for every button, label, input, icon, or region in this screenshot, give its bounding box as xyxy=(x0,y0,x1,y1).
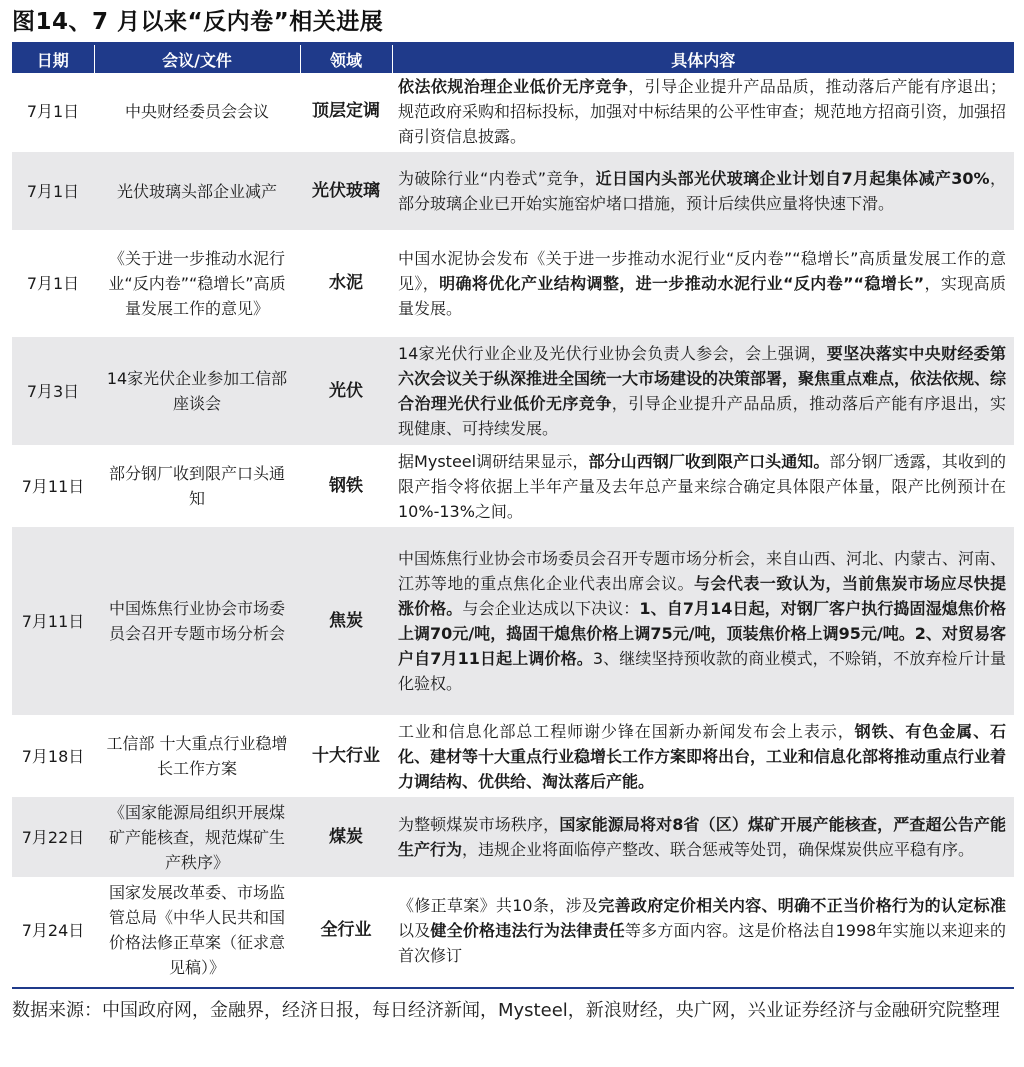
field-cell: 钢铁 xyxy=(300,446,392,526)
content-emphasis: 依法依规治理企业低价无序竞争 xyxy=(398,77,629,96)
content-text: 与会企业达成以下决议： xyxy=(462,599,640,618)
content-cell xyxy=(392,336,1014,446)
date-cell: 7月3日 xyxy=(12,336,94,446)
content-emphasis: 完善政府定价相关内容、明确不正当价格行为的认定标准 xyxy=(598,895,1006,915)
progress-table xyxy=(12,45,1014,983)
content-text: ，部分玻璃企业已开始实施窑炉堵口措施，预计后续供应量将快速下滑。 xyxy=(398,169,1006,213)
field-cell: 光伏玻璃 xyxy=(300,151,392,231)
meeting-cell: 光伏玻璃头部企业减产 xyxy=(94,151,300,231)
table-row xyxy=(12,526,1014,716)
date-cell: 7月1日 xyxy=(12,73,94,151)
content-text: 《修正草案》共10条，涉及 xyxy=(398,895,599,915)
content-emphasis: 1、自7月14日起，对钢厂客户执行捣固湿熄焦价格上调70元/吨，捣固干熄焦价格上调75元/吨，顶装焦价格上调95元/吨。2、对贸易客户自7月11日起上调价格。 xyxy=(398,599,1006,668)
table-row xyxy=(12,878,1014,982)
content-cell xyxy=(392,716,1014,796)
content-emphasis: 明确将优化产业结构调整，进一步推动水泥行业“反内卷”“稳增长” xyxy=(439,274,925,293)
content-cell xyxy=(392,446,1014,526)
table-row xyxy=(12,231,1014,336)
column-header-field: 领域 xyxy=(300,45,392,73)
content-text: ，违规企业将面临停产整改、联合惩戒等处罚，确保煤炭供应平稳有序。 xyxy=(462,840,975,859)
content-text: ，引导企业提升产品品质，推动落后产能有序退出，实现健康、可持续发展。 xyxy=(398,394,1006,438)
meeting-cell: 国家发展改革委、市场监管总局《中华人民共和国价格法修正草案（征求意见稿）》 xyxy=(94,878,300,982)
content-cell xyxy=(392,878,1014,982)
field-cell: 全行业 xyxy=(300,878,392,982)
date-cell: 7月18日 xyxy=(12,716,94,796)
content-cell xyxy=(392,231,1014,336)
meeting-cell: 《国家能源局组织开展煤矿产能核查，规范煤矿生产秩序》 xyxy=(94,796,300,878)
table-header-row xyxy=(12,45,1014,73)
content-text: ，实现高质量发展。 xyxy=(398,274,1006,318)
date-cell: 7月11日 xyxy=(12,526,94,716)
content-emphasis: 近日国内头部光伏玻璃企业计划自7月起集体减产30% xyxy=(595,169,990,188)
content-cell xyxy=(392,151,1014,231)
content-text: 为破除行业“内卷式”竞争， xyxy=(398,169,596,188)
field-cell: 水泥 xyxy=(300,231,392,336)
figure-title: 图14、7 月以来“反内卷”相关进展 xyxy=(12,9,384,35)
column-header-content: 具体内容 xyxy=(392,45,1014,73)
table-body xyxy=(12,73,1014,982)
date-cell: 7月24日 xyxy=(12,878,94,982)
content-cell xyxy=(392,796,1014,878)
source-divider xyxy=(12,987,1014,989)
date-cell: 7月1日 xyxy=(12,231,94,336)
content-text: 为整顿煤炭市场秩序， xyxy=(398,815,560,834)
content-emphasis: 钢铁、有色金属、石化、建材等十大重点行业稳增长工作方案即将出台，工业和信息化部将推动重点行业着力调结构、优供给、淘汰落后产能。 xyxy=(398,721,1007,791)
content-text: 14家光伏行业企业及光伏行业协会负责人参会，会上强调， xyxy=(398,344,827,363)
content-text: 工业和信息化部总工程师谢少锋在国新办新闻发布会上表示， xyxy=(398,721,855,741)
field-cell: 光伏 xyxy=(300,336,392,446)
content-text: 中国炼焦行业协会市场委员会召开专题市场分析会，来自山西、河北、内蒙古、河南、江苏等地的重点焦化企业代表出席会议。 xyxy=(398,549,1007,593)
meeting-cell: 中国炼焦行业协会市场委员会召开专题市场分析会 xyxy=(94,526,300,716)
column-header-date: 日期 xyxy=(12,45,94,73)
content-text: 以及 xyxy=(398,920,431,940)
data-source-note: 数据来源：中国政府网，金融界，经济日报，每日经济新闻，Mysteel，新浪财经，央广网，兴业证券经济与金融研究院整理 xyxy=(12,1000,1000,1021)
content-emphasis: 要坚决落实中央财经委第六次会议关于纵深推进全国统一大市场建设的决策部署，聚焦重点难点，依法依规、综合治理光伏行业低价无序竞争 xyxy=(398,344,1007,413)
column-header-meeting: 会议/文件 xyxy=(94,45,300,73)
content-emphasis: 健全价格违法行为法律责任 xyxy=(430,920,625,940)
date-cell: 7月11日 xyxy=(12,446,94,526)
date-cell: 7月22日 xyxy=(12,796,94,878)
content-text: 3、继续坚持预收款的商业模式，不赊销，不放弃检斤计量化验权。 xyxy=(398,649,1006,693)
content-text: 等多方面内容。这是价格法自1998年实施以来迎来的首次修订 xyxy=(398,920,1006,965)
table-row xyxy=(12,151,1014,231)
table-row xyxy=(12,716,1014,796)
table-row xyxy=(12,73,1014,151)
content-text: 部分钢厂透露，其收到的限产指令将依据上半年产量及去年总产量来综合确定具体限产体量，限产比例预计在10%-13%之间。 xyxy=(398,451,1006,521)
content-text: 中国水泥协会发布《关于进一步推动水泥行业“反内卷”“稳增长”高质量发展工作的意见》， xyxy=(398,249,1006,293)
date-cell: 7月1日 xyxy=(12,151,94,231)
field-cell: 十大行业 xyxy=(300,716,392,796)
table-row xyxy=(12,796,1014,878)
field-cell: 煤炭 xyxy=(300,796,392,878)
meeting-cell: 14家光伏企业参加工信部座谈会 xyxy=(94,336,300,446)
field-cell: 焦炭 xyxy=(300,526,392,716)
content-emphasis: 部分山西钢厂收到限产口头通知。 xyxy=(588,451,830,471)
meeting-cell: 中央财经委员会会议 xyxy=(94,73,300,151)
meeting-cell: 部分钢厂收到限产口头通知 xyxy=(94,446,300,526)
content-text: 据Mysteel调研结果显示， xyxy=(398,451,589,471)
content-text: ，引导企业提升产品品质，推动落后产能有序退出；规范政府采购和招标投标，加强对中标结果的公平性审查；规范地方招商引资，加强招商引资信息披露。 xyxy=(398,77,1007,146)
meeting-cell: 工信部 十大重点行业稳增长工作方案 xyxy=(94,716,300,796)
meeting-cell: 《关于进一步推动水泥行业“反内卷”“稳增长”高质量发展工作的意见》 xyxy=(94,231,300,336)
table-row xyxy=(12,336,1014,446)
table-row xyxy=(12,446,1014,526)
content-emphasis: 与会代表一致认为，当前焦炭市场应尽快提涨价格。 xyxy=(398,574,1006,618)
content-emphasis: 国家能源局将对8省（区）煤矿开展产能核查，严查超公告产能生产行为 xyxy=(398,815,1006,859)
content-cell xyxy=(392,73,1014,151)
content-cell xyxy=(392,526,1014,716)
field-cell: 顶层定调 xyxy=(300,73,392,151)
